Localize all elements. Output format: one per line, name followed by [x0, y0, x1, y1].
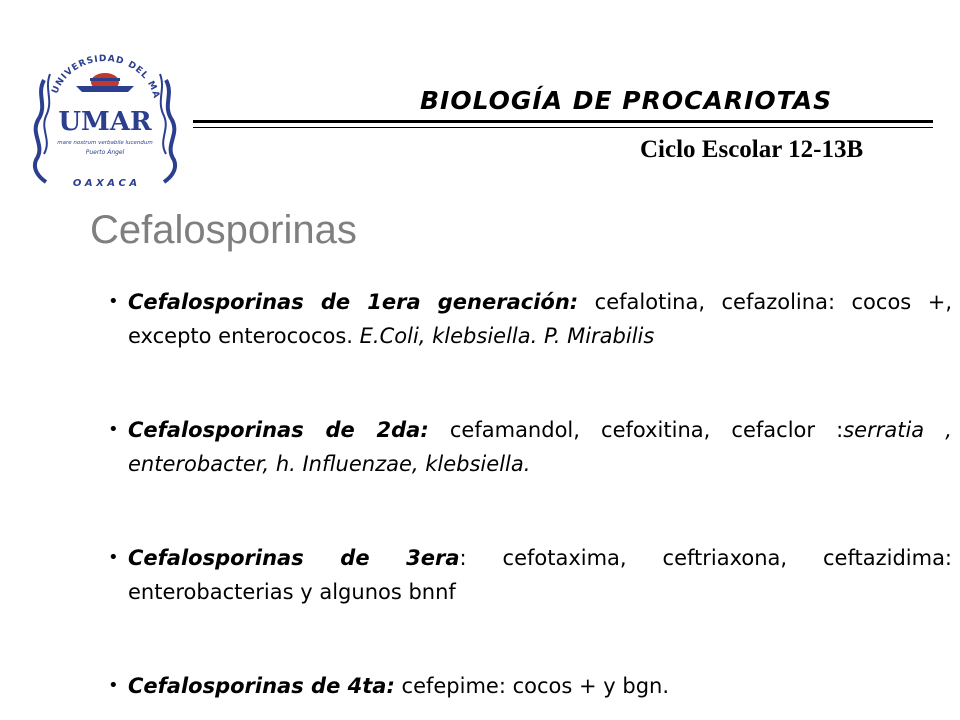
header-divider-thin — [193, 127, 933, 128]
bullet-item — [110, 541, 952, 669]
bullet-dot-icon: • — [108, 675, 119, 696]
bullet-dot-icon: • — [108, 291, 119, 312]
bullet-dot-icon: • — [108, 419, 119, 440]
header-divider-thick — [193, 120, 933, 123]
bullet-lead: Cefalosporinas de 4ta: — [128, 674, 395, 698]
bullet-text: cefalotina, cefazolina: cocos +, excepto enterococos. — [128, 290, 953, 348]
bullet-lead: Cefalosporinas de 2da: — [128, 418, 429, 442]
bullet-lead: Cefalosporinas de 3era — [128, 546, 460, 570]
logo-bottom-text: O A X A C A — [72, 178, 138, 189]
course-title: BIOLOGÍA DE PROCARIOTAS — [420, 86, 833, 115]
logo-motto: mare nostrum verbabile lucendum — [57, 140, 153, 146]
bullet-text: cefepime: cocos + y bgn. — [394, 674, 670, 698]
university-seal-icon — [26, 40, 184, 190]
bullet-list — [110, 285, 952, 703]
logo-monogram: UMAR — [58, 107, 152, 137]
bullet-dot-icon: • — [108, 547, 119, 568]
bullet-item — [110, 669, 952, 703]
university-logo — [26, 40, 184, 190]
bullet-text: : cefotaxima, ceftriaxona, ceftazidima: enterobacterias y algunos bnnf — [128, 546, 953, 604]
bullet-lead: Cefalosporinas de 1era generación: — [128, 290, 579, 314]
bullet-item — [110, 413, 952, 541]
bullet-italic-text: E.Coli, klebsiella. P. Mirabilis — [359, 324, 655, 348]
bullet-text: cefamandol, cefoxitina, cefaclor : — [428, 418, 844, 442]
course-cycle: Ciclo Escolar 12-13B — [640, 136, 864, 163]
logo-place: Puerto Ángel — [85, 149, 125, 156]
bullet-italic-text: serratia , enterobacter, h. Influenzae, klebsiella. — [128, 418, 952, 476]
logo-arc-text: UNIVERSIDAD DEL MA — [50, 54, 162, 101]
slide-title: Cefalosporinas — [90, 208, 357, 252]
bullet-item — [110, 285, 952, 413]
